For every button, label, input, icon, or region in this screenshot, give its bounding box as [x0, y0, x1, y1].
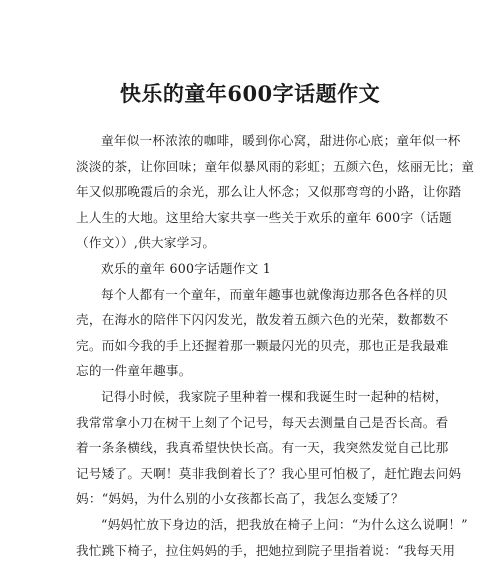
paragraph-line: 年又似那晚霞后的余光，那么让人怀念；又似那弯弯的小路，让你踏	[76, 184, 462, 200]
paragraph-line: “妈妈忙放下身边的活，把我放在椅子上问：“为什么这么说啊！”	[101, 516, 468, 532]
paragraph-line: 完。而如今我的手上还握着那一颗最闪光的贝壳，那也正是我最难	[76, 337, 449, 353]
paragraph-line: 我常常拿小刀在树干上刻了个记号，每天去测量自己是否长高。看	[76, 414, 449, 430]
paragraph-line: 我忙跳下椅子，拉住妈妈的手，把她拉到院子里指着说：“我每天用	[76, 542, 456, 558]
paragraph-line: 上人生的大地。这里给大家共享一些关于欢乐的童年 600字（话题	[76, 209, 452, 225]
paragraph-line: 记号矮了。天啊！莫非我倒着长了？我心里可怕极了，赶忙跑去问妈	[76, 465, 462, 481]
paragraph-line: 忘的一件童年趣事。	[76, 363, 192, 379]
paragraph-line: （作文））,供大家学习。	[76, 235, 216, 251]
paragraph-line: 淡淡的茶，让你回味；童年似暴风雨的彩虹；五颜六色，炫丽无比；童	[76, 158, 475, 174]
paragraph-line: 记得小时候，我家院子里种着一棵和我诞生时一起种的桔树，	[101, 388, 448, 404]
paragraph-line: 每个人都有一个童年，而童年趣事也就像海边那各色各样的贝	[101, 286, 448, 302]
document-title: 快乐的童年600字话题作文	[119, 81, 381, 106]
document-body	[76, 128, 475, 563]
section-heading: 欢乐的童年 600字话题作文 1	[101, 260, 271, 276]
paragraph-line: 童年似一杯浓浓的咖啡，暖到你心窝，甜进你心底；童年似一杯	[101, 133, 461, 148]
paragraph-line: 妈：“妈妈，为什么别的小女孩都长高了，我怎么变矮了？	[76, 491, 404, 507]
paragraph-line: 着一条条横线，我真希望快快长高。有一天，我突然发觉自己比那	[76, 440, 449, 456]
paragraph-line: 壳，在海水的陪伴下闪闪发光，散发着五颜六色的光荣，数都数不	[76, 312, 449, 328]
